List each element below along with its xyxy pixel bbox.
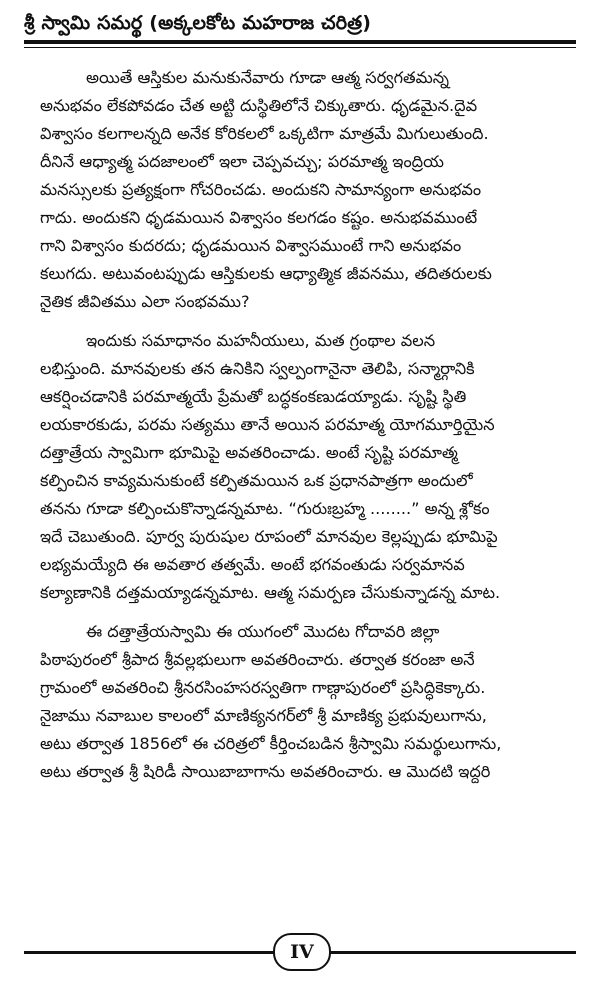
text-line: లభ్యమయ్యేది ఈ అవతార తత్వమే. అంటే భగవంతుడు సర్వమానవ: [40, 555, 465, 574]
page-body: [40, 64, 580, 797]
text-line: గాదు. అందుకని ధృడమయిన విశ్వాసం కలగడం కష్టం. అనుభవముంటే: [40, 208, 478, 227]
text-line: అటు తర్వాత 1856లో ఈ చరిత్రలో కీర్తించబడిన శ్రీస్వామి సమర్థులుగాను,: [40, 734, 502, 753]
header-rule-thick: [24, 40, 576, 44]
page-footer: [24, 932, 576, 972]
text-line: కల్యాణానికి దత్తమయ్యాడన్నమాట. ఆత్మ సమర్పణ చేసుకున్నాడన్న మాట.: [40, 583, 501, 602]
text-line: కలుగదు. అటువంటప్పుడు ఆస్తికులకు ఆధ్యాత్మిక జీవనము, తదితరులకు: [40, 264, 492, 283]
paragraph-2: [40, 327, 580, 607]
text-line: కల్పించిన కావ్యమనుకుంటే కల్పితమయిన ఒక ప్రధానపాత్రగా అందులో: [40, 471, 473, 490]
paragraph-1: [40, 64, 580, 316]
text-line: లయకారకుడు, పరమ సత్యము తానే అయిన పరమాత్మ యోగమూర్తియైన: [40, 415, 495, 434]
text-line: విశ్వాసం కలగాలన్నది అనేక కోరికలలో ఒక్కటిగా మాత్రమే మిగులుతుంది.: [40, 124, 489, 143]
text-line: ఆకర్షించడానికి పరమాత్మయే ప్రేమతో బద్ధకంకణుడయ్యాడు. సృష్టి స్థితి: [40, 387, 467, 406]
text-line: గ్రామంలో అవతరించి శ్రీనరసింహసరస్వతిగా గాణ్గాపురంలో ప్రసిద్ధికెక్కారు.: [40, 678, 486, 697]
text-line: పిఠాపురంలో శ్రీపాద శ్రీవల్లభులుగా అవతరించారు. తర్వాత కరంజా అనే: [40, 650, 475, 669]
text-line: అయితే ఆస్తికుల మనుకునేవారు గూడా ఆత్మ సర్వగతమన్న: [86, 68, 449, 87]
text-line: ఈ దత్తాత్రేయస్వామి ఈ యుగంలో మొదట గోదావరి జిల్లా: [86, 622, 440, 641]
text-line: గాని విశ్వాసం కుదరదు; ధృడమయిన విశ్వాసముంటే గాని అనుభవం: [40, 236, 462, 255]
text-line: ఇదే చెబుతుంది. పూర్వ పురుషుల రూపంలో మానవుల కెల్లప్పుడు భూమిపై: [40, 527, 498, 546]
text-line: అనుభవం లేకపోవడం చేత అట్టి దుస్థితిలోనే చిక్కుతారు. ధృడమైన.దైవ: [40, 96, 478, 115]
text-line: దీనినే ఆధ్యాత్మ పదజాలంలో ఇలా చెప్పవచ్చు; పరమాత్మ ఇంద్రియ: [40, 152, 444, 171]
text-line: అటు తర్వాత శ్రీ షిరిడీ సాయిబాబాగాను అవతరించారు. ఆ మొదటి ఇద్దరి: [40, 762, 491, 781]
header-rule-thin: [24, 47, 576, 48]
text-line: దత్తాత్రేయ స్వామిగా భూమిపై అవతరించాడు. అంటే సృష్టి పరమాత్మ: [40, 443, 458, 462]
page-number-badge: IV: [273, 933, 331, 971]
running-header: [24, 8, 576, 48]
paragraph-3: [40, 618, 580, 786]
header-title: శ్రీ స్వామి సమర్థ (అక్కలకోట మహరాజ చరిత్ర): [24, 12, 372, 34]
text-line: మనస్సులకు ప్రత్యక్షంగా గోచరించడు. అందుకని సామాన్యంగా అనుభవం: [40, 180, 482, 199]
text-line: ఇందుకు సమాధానం మహనీయులు, మత గ్రంథాల వలన: [86, 331, 436, 350]
text-line: నైతిక జీవితము ఎలా సంభవము?: [40, 292, 250, 311]
text-line: లభిస్తుంది. మానవులకు తన ఉనికిని స్వల్పంగానైనా తెలిపి, సన్మార్గానికి: [40, 359, 475, 378]
text-line: తనను గూడా కల్పించుకొన్నాడన్నమాట. “గురుఃబ్రహ్మ ........” అన్న శ్లోకం: [40, 499, 490, 518]
text-line: నైజాము నవాబుల కాలంలో మాణిక్యనగర్‌లో శ్రీ మాణిక్య ప్రభువులుగాను,: [40, 706, 487, 725]
